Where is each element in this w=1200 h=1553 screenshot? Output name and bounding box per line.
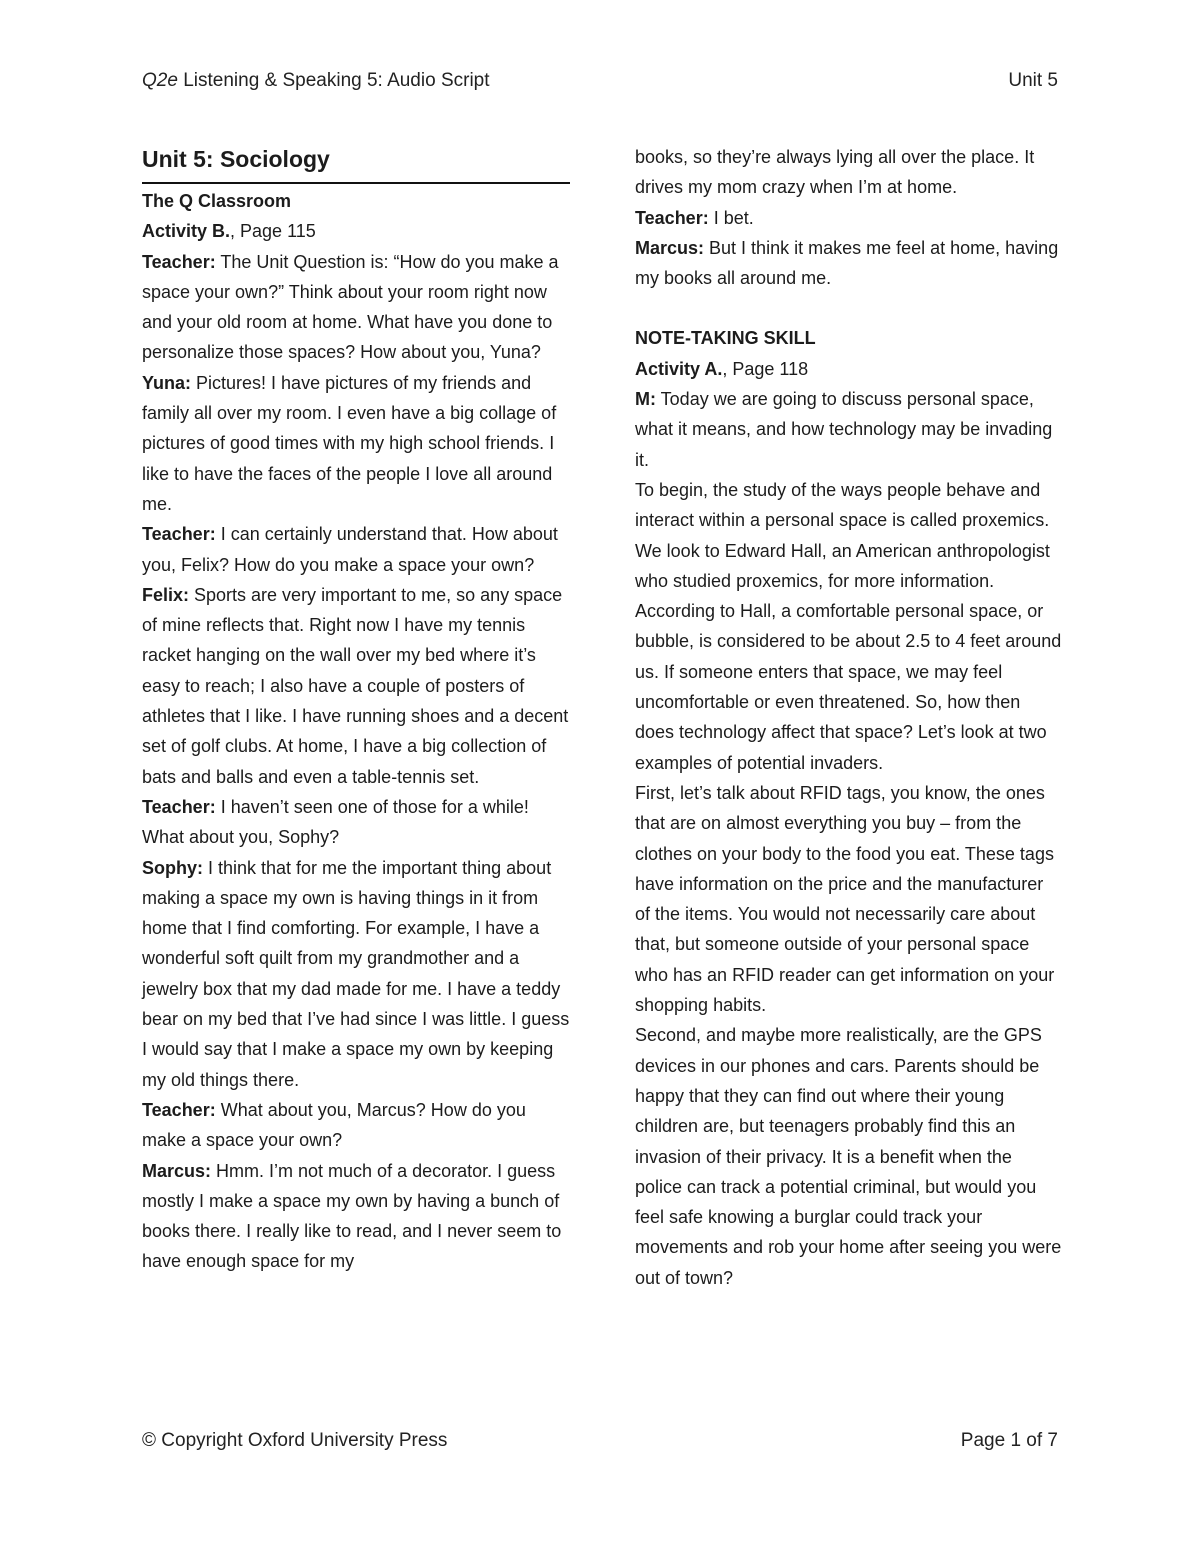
dialogue-text: I think that for me the important thing about making a space my own is having things in it from home that I find comforting. For example, I have a wonderful soft quilt from my grandmother and a jewelry box that my dad made for me. I have a teddy bear on my bed that I’ve had since I was little. I guess I would say that I make a space my own by keeping my old things there. [142,857,570,1090]
speaker-name: Teacher: [635,207,709,228]
dialogue-line [142,1095,570,1156]
dialogue-line [142,519,570,580]
activity-page: , Page 115 [230,221,316,242]
dialogue-text: I can certainly understand that. How about you, Felix? How do you make a space your own? [142,524,558,575]
speaker-name: Teacher: [142,1099,216,1120]
right-column [635,142,1063,1293]
continued-text: books, so they’re always lying all over the place. It drives my mom crazy when I’m at home. [635,147,1035,198]
dialogue-line [635,233,1063,294]
speaker-name: Marcus: [142,1160,212,1181]
activity-heading-b [142,216,570,246]
dialogue-line [635,203,1063,233]
book-title [142,70,490,92]
dialogue-text: I haven’t seen one of those for a while! What about you, Sophy? [142,796,529,848]
dialogue-line [142,853,570,1095]
book-title-rest: Listening & Speaking 5: Audio Script [177,70,490,91]
dialogue-line [142,368,570,519]
section-title-q-classroom: The Q Classroom [142,191,292,211]
lecture-paragraph: First, let’s talk about RFID tags, you know, the ones that are on almost everything you buy – from the clothes on your body to the food you eat. These tags have information on the price and the manufacturer of the items. You would not necessarily care about that, but someone outside of your personal space who has an RFID reader can get information on your shopping habits. [635,782,1055,1016]
page-header [142,70,1058,92]
dialogue-text: Hmm. I’m not much of a decorator. I guess mostly I make a space my own by having a bunch of books there. I really like to read, and I never seem to have enough space for my [142,1160,562,1272]
activity-label: Activity B. [142,221,231,242]
dialogue-line [142,580,570,792]
dialogue-text: I bet. [708,207,754,228]
speaker-name: Felix: [142,584,190,605]
section-spacer [635,293,1063,323]
dialogue-text: The Unit Question is: “How do you make a space your own?” Think about your room right now and your old room at home. What have you done to personalize those spaces? How about you, Yuna? [142,251,559,363]
dialogue-line [142,1156,570,1277]
lecture-intro [635,384,1063,475]
page-footer [142,1430,1058,1452]
dialogue-line [142,792,570,853]
dialogue-text: Pictures! I have pictures of my friends and family all over my room. I even have a big collage of pictures of good times with my high school friends. I like to have the faces of the people I love all around me. [142,372,557,514]
dialogue-line [142,247,570,368]
activity-label: Activity A. [635,358,723,379]
dialogue-text: Sports are very important to me, so any space of mine reflects that. Right now I have my tennis racket hanging on the wall over my bed where it’s easy to reach; I also have a couple of posters of athletes that I like. I have running shoes and a decent set of golf clubs. At home, I have a big collection of bats and balls and even a table-tennis set. [142,584,569,787]
unit-label: Unit 5 [1008,70,1058,91]
book-title-italic: Q2e [142,70,178,91]
left-column [142,142,570,1277]
lecture-text: Today we are going to discuss personal space, what it means, and how technology may be invading it. [635,389,1053,470]
unit-title: Unit 5: Sociology [142,142,570,184]
speaker-name: Teacher: [142,524,216,545]
lecture-paragraph: To begin, the study of the ways people behave and interact within a personal space is called proxemics. We look to Edward Hall, an American anthropologist who studied proxemics, for more information. According to Hall, a comfortable personal space, or bubble, is considered to be about 2.5 to 4 feet around us. If someone enters that space, we may feel uncomfortable or even threatened. So, how then does technology affect that space? Let’s look at two examples of potential invaders. [635,479,1062,773]
speaker-name: Yuna: [142,372,192,393]
activity-heading-a [635,354,1063,384]
speaker-name: Sophy: [142,857,203,878]
speaker-name: Teacher: [142,796,216,817]
lecture-paragraph: Second, and maybe more realistically, are the GPS devices in our phones and cars. Parents should be happy that they can find out where their young children are, but teenagers probably find this an invasion of their privacy. It is a benefit when the police can track a potential criminal, but would you feel safe knowing a burglar could track your movements and rob your home after seeing you were out of town? [635,1025,1062,1288]
speaker-name: M: [635,389,656,410]
activity-page: , Page 118 [722,358,809,379]
speaker-name: Teacher: [142,251,216,272]
dialogue-text: But I think it makes me feel at home, having my books all around me. [635,237,1059,289]
page-number: Page 1 of 7 [960,1430,1058,1451]
speaker-name: Marcus: [635,237,705,258]
copyright-notice: © Copyright Oxford University Press [142,1430,448,1451]
section-title-note-taking: NOTE-TAKING SKILL [635,328,816,349]
dialogue-text: What about you, Marcus? How do you make a space your own? [142,1099,526,1151]
